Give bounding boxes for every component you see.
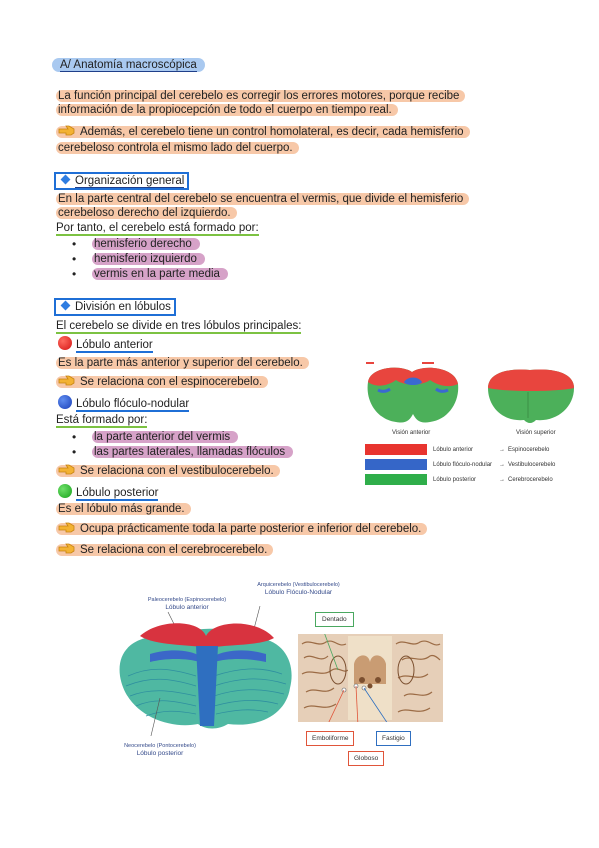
legend-swatch-blue [365,459,427,470]
red-circle-icon [58,336,72,350]
organizacion-heading: Organización general [54,172,189,190]
arrow-icon: → [499,476,505,483]
intro-line-1: La función principal del cerebelo es corregir los errores motores, porque recibe [56,90,465,102]
division-heading: División en lóbulos [54,298,176,316]
list-item: • vermis en la parte media [92,267,228,282]
intro-paragraph [56,89,465,117]
organizacion-bullets [92,237,228,282]
arrow-icon: → [499,461,505,468]
organizacion-line-3: Por tanto, el cerebelo está formado por: [56,222,259,234]
cerebellum-views-figure [360,362,595,487]
diamond-icon [61,301,71,311]
flocular-note: Se relaciona con el vestibulocerebelo. [56,463,280,478]
organizacion-text [56,192,469,235]
cerebellum-lobes-figure [110,578,500,773]
posterior-heading: Lóbulo posterior [58,484,158,500]
organizacion-line-1: En la parte central del cerebelo se encuentra el vermis, que divide el hemisferio [56,193,469,205]
cerebellum-views-illustration [360,362,595,428]
label-arquicerebelo: Arquicerebelo (Vestibulocerebelo) Lóbulo Flóculo-Nodular [257,582,340,596]
diamond-icon [61,175,71,185]
intro-line-3: Además, el cerebelo tiene un control homolateral, es decir, cada hemisferio [56,126,470,138]
nucleus-globoso: Globoso [348,751,384,766]
pointing-hand-icon [58,463,76,475]
section-title: A/ Anatomía macroscópica [52,58,205,72]
nucleus-emboliforme: Emboliforme [306,731,354,746]
cerebellar-nuclei-illustration [298,634,443,722]
legend-item: Lóbulo flóculo-nodular → Vestibulocerebelo [365,457,555,472]
pointing-hand-icon [58,542,76,554]
division-intro: El cerebelo se divide en tres lóbulos principales: [56,320,302,332]
list-item: • la parte anterior del vermis [92,430,293,445]
list-item: • hemisferio derecho [92,237,228,252]
legend-item: Lóbulo anterior → Espinocerebelo [365,442,555,457]
nucleus-dentado: Dentado [315,612,354,627]
pointing-hand-icon [58,521,76,533]
organizacion-line-2: cerebeloso derecho del izquierdo. [56,207,237,219]
pointing-hand-icon [58,374,76,386]
posterior-text: Es el lóbulo más grande. Ocupa prácticamente toda la parte posterior e inferior del cerebelo. Se relaciona con el cerebrocerebelo. [56,502,427,557]
cerebellum-lobes-illustration [110,606,300,736]
intro-line-4: cerebeloso controla el mismo lado del cuerpo. [56,142,299,154]
caption-anterior: Visión anterior [392,430,431,436]
flocular-text: Está formado por: [56,414,148,426]
intro-line-2: información de la propiocepción de todo el cuerpo en tiempo real. [56,104,398,116]
pointing-hand-icon [58,124,76,136]
arrow-icon: → [499,446,505,453]
legend-swatch-red [365,444,427,455]
anterior-text: Es la parte más anterior y superior del cerebelo. Se relaciona con el espinocerebelo. [56,356,309,389]
label-neocerebelo: Neocerebelo (Pontocerebelo) Lóbulo posterior [124,743,196,757]
nucleus-fastigio: Fastigio [376,731,411,746]
legend-swatch-green [365,474,427,485]
flocular-bullets [92,430,293,460]
legend-item: Lóbulo posterior → Cerebrocerebelo [365,472,555,487]
anterior-heading: Lóbulo anterior [58,336,153,352]
label-paleocerebelo: Paleocerebelo (Espinocerebelo) Lóbulo anterior [147,597,227,611]
caption-superior: Visión superior [516,430,556,436]
flocular-heading: Lóbulo flóculo-nodular [58,395,189,411]
legend [365,442,555,487]
list-item: • hemisferio izquierdo [92,252,228,267]
blue-circle-icon [58,395,72,409]
intro-note [56,124,470,155]
green-circle-icon [58,484,72,498]
list-item: • las partes laterales, llamadas flóculos [92,445,293,460]
